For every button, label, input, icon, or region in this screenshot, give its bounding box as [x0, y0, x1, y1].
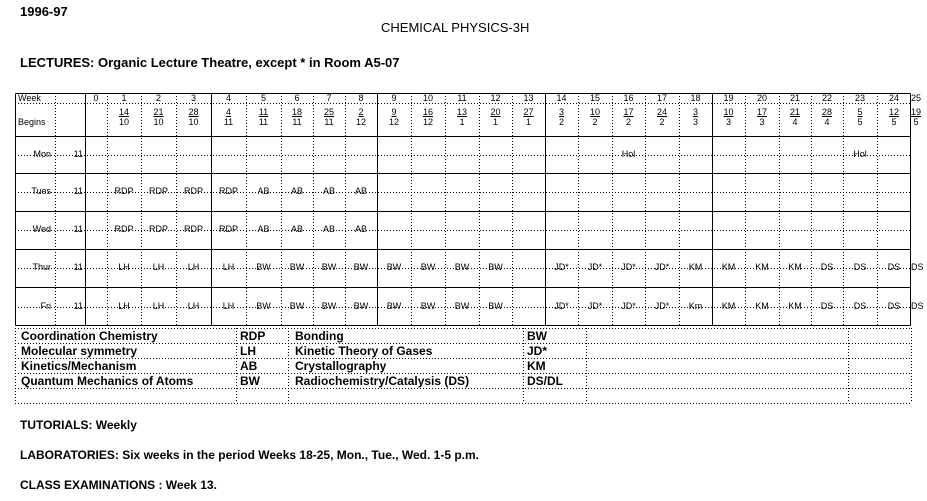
begin-month: 10: [118, 117, 129, 127]
begin-day: 5: [857, 107, 863, 117]
begin-month: 5: [913, 117, 919, 127]
begin-month: 11: [258, 117, 269, 127]
lecture-code: RDP: [183, 224, 203, 234]
week-number: 13: [523, 93, 534, 103]
week-number: 7: [326, 93, 332, 103]
begin-day: 10: [723, 107, 734, 117]
week-begin-date: [313, 107, 345, 127]
week-begin-date: [843, 107, 877, 127]
week-number: 21: [789, 93, 800, 103]
day-label: Mon: [33, 149, 51, 159]
begin-day: 25: [323, 107, 334, 117]
lecture-code: BW: [256, 262, 271, 272]
week-number: 14: [556, 93, 567, 103]
lecture-code: DS: [887, 262, 901, 272]
lecture-code: RDP: [114, 186, 134, 196]
week-begin-date: [877, 107, 911, 127]
lecture-code: LH: [222, 301, 235, 311]
week-begin-date: [176, 107, 211, 127]
key-code: JD*: [527, 344, 548, 358]
lecture-code: KM: [721, 301, 736, 311]
lecture-code: JD*: [621, 262, 636, 272]
week-begin-date: [578, 107, 612, 127]
begin-month: 4: [792, 117, 798, 127]
begin-day: 16: [422, 107, 433, 117]
week-begin-date: [911, 107, 921, 127]
begin-month: 11: [292, 117, 302, 127]
week-begin-date: [779, 107, 811, 127]
week-number: 0: [93, 93, 99, 103]
week-number: 20: [756, 93, 767, 103]
lecture-code: BW: [321, 301, 337, 311]
lecture-code: LH: [118, 262, 130, 272]
key-course-name: Crystallography: [295, 359, 387, 373]
lecture-code: BW: [289, 262, 305, 272]
begin-month: 12: [355, 117, 366, 127]
week-begin-date: [246, 107, 281, 127]
key-code: RDP: [240, 329, 266, 343]
begin-day: 21: [153, 107, 164, 117]
week-begin-date: [445, 107, 479, 127]
begin-month: 12: [422, 117, 433, 127]
lecture-code: DS: [911, 262, 924, 272]
lecture-code: LH: [222, 262, 235, 272]
day-label: Wed: [32, 224, 51, 234]
begin-day: 21: [789, 107, 800, 117]
lecture-code: BW: [420, 262, 436, 272]
timetable-grid: [15, 93, 924, 326]
week-number: 19: [723, 93, 734, 103]
begin-month: 10: [188, 117, 199, 127]
week-number: 1: [121, 93, 127, 103]
lecture-code: KM: [788, 262, 802, 272]
lecture-code: RDP: [183, 186, 203, 196]
week-number: 15: [589, 93, 600, 103]
day-label: Thur: [32, 262, 51, 272]
lecture-code: LH: [152, 262, 165, 272]
week-begin-date: [281, 107, 313, 127]
week-number: 24: [888, 93, 899, 103]
lecture-code: DS: [820, 301, 834, 311]
begin-month: 1: [492, 117, 498, 127]
week-begin-date: [479, 107, 512, 127]
week-row-label: Week: [18, 93, 41, 103]
lecture-code: KM: [721, 262, 736, 272]
lecture-code: AB: [322, 186, 335, 196]
begin-day: 3: [692, 107, 698, 117]
begin-day: 19: [911, 107, 922, 117]
week-number: 16: [623, 93, 634, 103]
week-number: 3: [190, 93, 196, 103]
lecture-code: DS: [820, 262, 834, 272]
lecture-code: AB: [257, 186, 270, 196]
begin-month: 10: [153, 117, 164, 127]
lecture-code: LH: [152, 301, 165, 311]
lecture-code: JD*: [554, 301, 569, 311]
begin-day: 13: [456, 107, 467, 117]
lecture-code: KM: [688, 262, 703, 272]
week-number: 12: [490, 93, 501, 103]
key-code: AB: [240, 359, 258, 373]
key-code: LH: [240, 344, 256, 358]
lecture-code: LH: [187, 301, 200, 311]
key-course-name: Kinetics/Mechanism: [21, 359, 137, 373]
lecture-code: AB: [290, 186, 303, 196]
begin-month: 1: [525, 117, 531, 127]
lecture-code: BW: [488, 262, 503, 272]
lecture-code: DS: [887, 301, 901, 311]
lecture-code: DS: [911, 301, 924, 311]
lecture-code: KM: [755, 262, 769, 272]
begin-day: 4: [225, 107, 231, 117]
week-begin-date: [377, 107, 411, 127]
begin-day: 3: [558, 107, 564, 117]
day-label: Tues: [31, 186, 51, 196]
lecture-code: RDP: [218, 224, 238, 234]
week-number: 4: [225, 93, 231, 103]
lecture-code: BW: [488, 301, 503, 311]
week-number: 5: [260, 93, 266, 103]
lecture-code: JD*: [654, 301, 670, 311]
begin-day: 28: [188, 107, 199, 117]
lecture-code: DS: [853, 301, 867, 311]
begin-month: 3: [692, 117, 698, 127]
begin-day: 17: [756, 107, 767, 117]
begin-day: 17: [623, 107, 634, 117]
begin-month: 3: [759, 117, 765, 127]
lecture-code: LH: [187, 262, 200, 272]
begin-month: 11: [223, 117, 234, 127]
lecture-code: BW: [256, 301, 271, 311]
lecture-code: RDP: [148, 224, 168, 234]
begin-day: 27: [523, 107, 534, 117]
week-begin-date: [211, 107, 246, 127]
key-code: DS/DL: [527, 374, 563, 388]
hour-label: 11: [73, 149, 83, 159]
begin-day: 9: [391, 107, 397, 117]
timetable-lines: [15, 93, 911, 326]
exams-note: CLASS EXAMINATIONS : Week 13.: [20, 478, 217, 492]
lecture-code: BW: [454, 262, 470, 272]
lecture-code: Km: [688, 301, 703, 311]
week-begin-date: [141, 107, 176, 127]
lecture-code: JD*: [587, 262, 603, 272]
lecture-code: BW: [289, 301, 305, 311]
lecture-code: JD*: [554, 262, 569, 272]
lecture-code: Hol: [621, 149, 636, 159]
week-begin-date: [512, 107, 545, 127]
lecture-code: BW: [386, 262, 402, 272]
key-code: KM: [527, 359, 546, 373]
week-begin-date: [811, 107, 843, 127]
begin-day: 12: [888, 107, 899, 117]
key-course-name: Bonding: [295, 329, 344, 343]
begin-day: 20: [490, 107, 501, 117]
day-label: Fri: [40, 301, 51, 311]
begins-row-label: Begins: [18, 117, 46, 127]
begin-month: 12: [388, 117, 399, 127]
hour-label: 11: [73, 262, 83, 272]
lecture-code: AB: [354, 186, 367, 196]
week-begin-date: [345, 107, 377, 127]
week-begin-date: [545, 107, 578, 127]
hour-label: 11: [73, 224, 83, 234]
begin-month: 5: [891, 117, 897, 127]
begin-month: 2: [625, 117, 631, 127]
lecture-code: BW: [353, 301, 369, 311]
lecture-code: KM: [755, 301, 769, 311]
week-number: 2: [155, 93, 161, 103]
week-number: 17: [656, 93, 667, 103]
lecture-code: BW: [353, 262, 369, 272]
lecture-code: BW: [321, 262, 337, 272]
begin-day: 28: [821, 107, 832, 117]
begin-month: 4: [824, 117, 830, 127]
lecture-code: AB: [257, 224, 270, 234]
lecture-code: AB: [354, 224, 367, 234]
begin-month: 1: [459, 117, 465, 127]
begin-day: 11: [258, 107, 269, 117]
year-label: 1996-97: [20, 4, 68, 19]
lecture-code: BW: [454, 301, 470, 311]
begin-month: 2: [592, 117, 598, 127]
key-course-name: Coordination Chemistry: [21, 329, 158, 343]
lecture-code: RDP: [218, 186, 238, 196]
lecture-code: AB: [322, 224, 335, 234]
lecture-code: DS: [853, 262, 867, 272]
begin-month: 11: [324, 117, 334, 127]
week-number: 6: [294, 93, 300, 103]
lecture-code: LH: [118, 301, 130, 311]
laboratories-note: LABORATORIES: Six weeks in the period Weeks 18-25, Mon., Tue., Wed. 1-5 p.m.: [20, 448, 479, 462]
key-course-name: Radiochemistry/Catalysis (DS): [295, 374, 470, 388]
key-course-name: Molecular symmetry: [21, 344, 138, 358]
week-begin-date: [612, 107, 645, 127]
begin-day: 24: [656, 107, 667, 117]
lecture-code: RDP: [114, 224, 134, 234]
hour-label: 11: [73, 186, 83, 196]
lecture-code: Hol: [853, 149, 867, 159]
week-begin-date: [107, 107, 141, 127]
week-number: 18: [690, 93, 701, 103]
week-begin-date: [645, 107, 679, 127]
begin-day: 14: [118, 107, 129, 117]
hour-label: 11: [73, 301, 83, 311]
begin-month: 2: [558, 117, 564, 127]
key-course-name: Kinetic Theory of Gases: [295, 344, 433, 358]
page-title: CHEMICAL PHYSICS-3H: [381, 20, 530, 35]
lecture-code: BW: [420, 301, 436, 311]
week-number: 9: [391, 93, 397, 103]
begin-month: 3: [725, 117, 731, 127]
lecture-code: BW: [386, 301, 402, 311]
week-begin-date: [745, 107, 779, 127]
tutorials-note: TUTORIALS: Weekly: [20, 418, 137, 432]
lecture-code: RDP: [148, 186, 168, 196]
week-number: 10: [422, 93, 433, 103]
week-number: 25: [911, 93, 922, 103]
key-code: BW: [527, 329, 547, 343]
week-begin-date: [411, 107, 445, 127]
begin-month: 2: [659, 117, 665, 127]
begin-month: 5: [857, 117, 863, 127]
lecture-code: JD*: [621, 301, 636, 311]
begin-day: 10: [589, 107, 600, 117]
key-code: BW: [240, 374, 260, 388]
lecture-code: KM: [788, 301, 802, 311]
week-number: 22: [821, 93, 832, 103]
lectures-heading: LECTURES: Organic Lecture Theatre, except * in Room A5-07: [20, 55, 400, 70]
key-course-name: Quantum Mechanics of Atoms: [21, 374, 194, 388]
week-begin-date: [712, 107, 745, 127]
week-number: 8: [358, 93, 364, 103]
begin-day: 2: [358, 107, 364, 117]
lecture-code: JD*: [587, 301, 603, 311]
week-number: 11: [457, 93, 467, 103]
week-number: 23: [854, 93, 865, 103]
lecture-code: AB: [290, 224, 303, 234]
week-begin-date: [679, 107, 712, 127]
lecture-code: JD*: [654, 262, 670, 272]
begin-day: 18: [291, 107, 302, 117]
